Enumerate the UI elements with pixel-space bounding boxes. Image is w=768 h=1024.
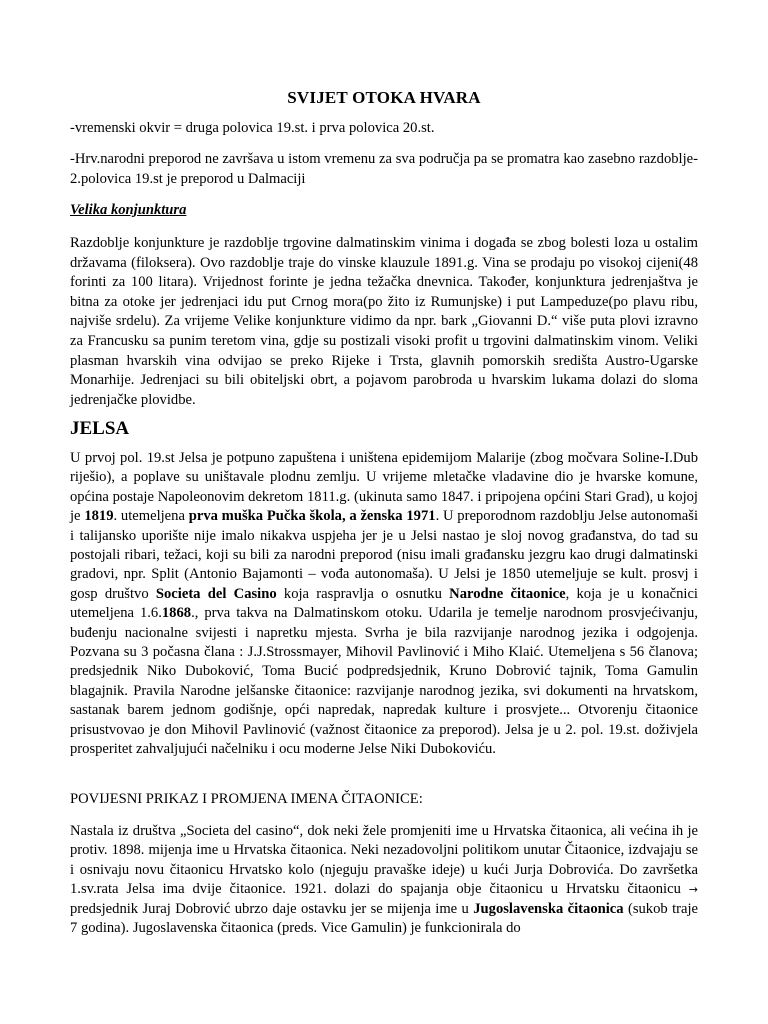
intro-line-2: -Hrv.narodni preporod ne završava u istom vremenu za sva područja pa se promatra kao zasebno razdoblje- 2.polovica 19.st je preporod u Dalmaciji	[70, 151, 698, 187]
bold-run: prva muška Pučka škola, a ženska 1971	[188, 508, 436, 525]
page-title: SVIJET OTOKA HVARA	[287, 88, 481, 107]
paragraph-jelsa	[70, 449, 698, 760]
text-run: . U preporodnom razdoblju Jelse autonomaši i talijansko uporište nije imalo nikakva uspjeha jer je u Jelsi nastao je sloj novog građanstva, do tad su postojali ribari, težaci, koji su bili za narodni preporod (nisu imali građansku jezgru kao drugi dalmatinski gradovi, npr. Split (Antonio Bajamonti – vođa autonomaša). U Jelsi je 1850 utemeljuje se kult. prosvj i gosp društvo	[70, 508, 698, 602]
text-run: (sukob traje 7 godina). Jugoslavenska čitaonica (preds. Vice Gamulin) je funkcionirala do	[70, 900, 698, 937]
section-heading-konjunktura: Velika konjunktura	[70, 202, 187, 218]
text-run: ., prva takva na Dalmatinskom otoku. Udarila je temelje narodnom prosvjećivanju, buđenju nacionalne svijesti i napretku mjesta. Svrha je bila razvijanje narodnog jezika i odgojenja. Pozvana su 3 počasna člana : J.J.Strossmayer, Mihovil Pavlinović i Miho Klaić. Utemeljena s 56 članova; predsjednik Niko Duboković, Toma Bucić podpredsjednik, Kruno Dobrović tajnik, Toma Gamulin blagajnik. Pravila Narodne jelšanske čitaonice: razvijanje narodnog jezika, svi dokumenti na hrvatskom, sastanak barem jednom godišnje, opći napredak, napredak kulture i prosvjete... Otvorenju čitaonice prisustvovao je don Mihovil Pavlinović (važnost čitaonice za preporod). Jelsa je u 2. pol. 19.st. doživjela prosperitet zahvaljujući načelniku i ocu moderne Jelse Niki Dubokoviću.	[70, 605, 699, 758]
bold-run: 1819	[84, 508, 114, 525]
section-heading-povijesni: POVIJESNI PRIKAZ I PROMJENA IMENA ČITAONICE:	[70, 791, 423, 807]
right-arrow-icon: →	[688, 883, 698, 897]
bold-run: Jugoslavenska čitaonica	[473, 900, 624, 917]
text-run: koja raspravlja o osnutku	[276, 585, 450, 602]
bold-run: Societa del Casino	[155, 585, 277, 602]
paragraph-povijesni	[70, 822, 698, 938]
section-heading-jelsa: JELSA	[70, 418, 130, 439]
text-run: . utemeljena	[113, 508, 189, 525]
text-run: U prvoj pol. 19.st Jelsa je potpuno zapuštena i uništena epidemijom Malarije (zbog močvara Soline-I.Dub riješio), a poplave su uništavale plodnu zemlju. U vrijeme mletačke vladavine dio je hvarske komune, općina postaje Napoleonovim dekretom 1811.g. (ukinuta samo 1847. i pripojena općini Stari Grad), u kojoj je	[70, 450, 698, 525]
intro-line-1: -vremenski okvir = druga polovica 19.st. i prva polovica 20.st.	[70, 120, 435, 136]
bold-run: Narodne čitaonice	[449, 585, 566, 602]
bold-run: 1868	[161, 605, 192, 622]
text-run: , koja je u konačnici utemeljena 1.6.	[70, 585, 698, 622]
text-run: predsjednik Juraj Dobrović ubrzo daje ostavku jer se mijenja ime u	[70, 900, 474, 917]
text-run: Nastala iz društva „Societa del casino“, dok neki žele promjeniti ime u Hrvatska čitaonica, ali većina ih je protiv. 1898. mijenja ime u Hrvatska čitaonica. Neki nezadovoljni politikom unutar Čitaonice, izdvajaju se i osnivaju novu čitaonicu Hrvatsko kolo (njeguju pravaške ideje) u kući Jurja Dobrovića. Do završetka 1.sv.rata Jelsa ima dvije čitaonice. 1921. dolazi do spajanja obje čitaonicu u Hrvatsku čitaonicu	[70, 823, 698, 898]
paragraph-konjunktura: Razdoblje konjunkture je razdoblje trgovine dalmatinskim vinima i događa se zbog bolesti loza u ostalim državama (filoksera). Ovo razdoblje traje do vinske klauzule 1891.g. Vina se prodaju po visokoj cijeni(48 forinti za 100 litara). Vrijednost forinte je jedna težačka dnevnica. Također, konjunktura jedrenjaštva je bitna za otoke jer jedrenjaci idu put Crnog mora(po žito iz Rumunjske) i put Lampeduze(po plavu ribu, najviše srdelu). Za vrijeme Velike konjunkture vidimo da npr. bark „Giovanni D.“ više puta plovi izravno za Francusku sa punim teretom vina, gdje su postizali visoki profit u trgovini dalmatinskim vinom. Veliki plasman hvarskih vina odvijao se preko Rijeke i Trsta, glavnih pomorskih središta Austro-Ugarske Monarhije. Jedrenjaci su bili obiteljski obrt, a pojavom parobroda u hvarskim lukama dolazi do sloma jedrenjačke plovidbe.	[70, 235, 698, 408]
